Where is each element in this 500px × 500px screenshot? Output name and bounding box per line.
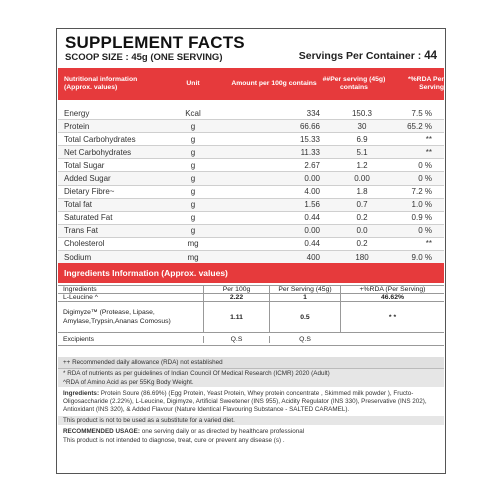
nutrient-unit: Kcal [185, 108, 201, 118]
ing-header-per-serving: Per Serving (45g) [269, 286, 340, 293]
nutrient-per-100g: 334 [306, 108, 320, 118]
nutrient-per-serving: 5.1 [356, 147, 368, 157]
amino-note: ^RDA of Amino Acid as per 55Kg Body Weight. [58, 378, 444, 387]
nutrient-name: Net Carbohydrates [64, 147, 132, 157]
nutrient-per-serving: 0.00 [354, 174, 370, 184]
nutrient-name: Cholesterol [64, 239, 105, 249]
servings-per-container [299, 50, 437, 62]
nutrient-rda: ** [425, 239, 432, 249]
servings-value: 44 [424, 50, 437, 62]
nutrient-unit: g [190, 121, 196, 131]
nutrient-unit: g [190, 160, 196, 170]
nutrient-name: Trans Fat [64, 226, 98, 236]
nutrient-name: Protein [64, 121, 90, 131]
table-row [58, 212, 444, 225]
table-row [58, 238, 444, 251]
usage-note [58, 425, 444, 436]
ing-per-100g: 1.11 [203, 302, 269, 332]
footnotes [58, 357, 444, 445]
nutrient-name: Total Sugar [64, 160, 105, 170]
nutrient-per-100g: 400 [306, 252, 320, 262]
nutrient-per-serving: 0.2 [356, 239, 368, 249]
nutrient-per-100g: 66.66 [299, 121, 320, 131]
nutrient-name: Added Sugar [64, 174, 111, 184]
table-row [58, 172, 444, 185]
nutrition-table-header [58, 68, 444, 100]
nutrient-rda: 1.0 % [411, 200, 432, 210]
table-row [58, 186, 444, 199]
nutrient-per-100g: 0.44 [304, 213, 320, 223]
nutrient-per-serving: 30 [357, 121, 367, 131]
ing-header-rda: +%RDA (Per Serving) [340, 286, 444, 293]
header-rda: *%RDA Per Serving [407, 76, 444, 91]
nutrient-per-100g: 15.33 [299, 134, 320, 144]
nutrient-unit: g [190, 213, 196, 223]
header-nutrition-info: Nutritional information (Approx. values) [64, 76, 138, 91]
ing-per-100g: 2.22 [203, 294, 269, 301]
ing-per-100g: Q.S [203, 336, 269, 343]
table-row [58, 225, 444, 238]
nutrient-per-100g: 0.00 [304, 174, 320, 184]
usage-label: RECOMMENDED USAGE: [63, 427, 140, 435]
table-row [58, 120, 444, 133]
ingredients-text: Protein Soure (86.69%) (Egg Protein, Yeast Protein, Whey protein concentrate , Skimmed milk powder ), Fructo-Oligosaccharide (2.22%), L-Leucine, Digimyze, Artificial Sweetener (INS 955), Acidity Regulator (INS 330), Preservative (INS 202), Antioxidant (INS 320), & Added Flavour (Nature Identical Flavouring Substance - SALTED CARAMEL). [63, 390, 427, 414]
nutrient-per-100g: 1.56 [304, 200, 320, 210]
table-row [58, 294, 444, 302]
nutrient-per-serving: 0.0 [356, 226, 368, 236]
nutrient-rda: 0 % [418, 160, 432, 170]
nutrient-per-serving: 180 [355, 252, 369, 262]
nutrient-name: Dietary Fibre~ [64, 187, 115, 197]
table-row [58, 146, 444, 159]
nutrient-name: Saturated Fat [64, 213, 113, 223]
nutrient-per-serving: 0.7 [356, 200, 368, 210]
rda-note: ++ Recommended daily allowance (RDA) not established [58, 357, 444, 369]
ingredients-header-row [58, 285, 444, 294]
nutrient-name: Total Carbohydrates [64, 134, 136, 144]
usage-text: one serving daily or as directed by healthcare professional [141, 427, 305, 435]
nutrient-unit: mg [187, 252, 199, 262]
ing-rda: 46.62% [340, 294, 444, 301]
nutrient-rda: 7.5 % [411, 108, 432, 118]
nutrient-rda: 0 % [418, 174, 432, 184]
nutrient-per-serving: 1.8 [356, 187, 368, 197]
nutrient-rda: 0 % [418, 226, 432, 236]
header-per-serving: ##Per serving (45g) contains [322, 76, 386, 91]
icmr-note: * RDA of nutrients as per guidelines of Indian Council Of Medical Research (ICMR) 2020 (Adult) [58, 369, 444, 378]
nutrient-rda: ** [425, 147, 432, 157]
nutrient-name: Total fat [64, 200, 93, 210]
servings-label: Servings Per Container : [298, 50, 422, 62]
ing-name: Digimyze™ (Protease, Lipase, Amylase,Trypsin,Ananas Comosus) [63, 309, 171, 325]
nutrient-unit: g [190, 200, 196, 210]
nutrient-unit: mg [187, 239, 199, 249]
nutrient-unit: g [190, 226, 196, 236]
nutrient-rda: 7.2 % [411, 187, 432, 197]
ingredients-table [58, 285, 444, 346]
ing-per-serving: 0.5 [269, 302, 340, 332]
nutrition-table-body [58, 107, 444, 264]
nutrient-per-100g: 0.00 [304, 226, 320, 236]
nutrient-unit: g [190, 147, 196, 157]
header-unit: Unit [186, 80, 200, 87]
table-row [58, 107, 444, 120]
table-row [58, 159, 444, 172]
nutrient-per-100g: 11.33 [300, 147, 320, 157]
ing-header-per-100g: Per 100g [203, 286, 269, 293]
nutrient-unit: g [190, 187, 196, 197]
nutrient-rda: 65.2 % [407, 121, 432, 131]
nutrient-per-100g: 0.44 [304, 239, 320, 249]
ing-name: L-Leucine ^ [63, 294, 98, 301]
nutrient-unit: g [190, 134, 196, 144]
nutrient-rda: ** [425, 134, 432, 144]
table-row [58, 302, 444, 333]
ingredients-list [58, 387, 444, 416]
nutrient-per-serving: 150.3 [351, 108, 373, 118]
nutrient-per-100g: 4.00 [304, 187, 320, 197]
substitute-note: This product is not to be used as a substitute for a varied diet. [58, 416, 444, 425]
nutrient-rda: 9.0 % [411, 252, 432, 262]
scoop-size: SCOOP SIZE : 45g (ONE SERVING) [65, 52, 223, 63]
nutrient-unit: g [190, 174, 196, 184]
ing-per-serving: 1 [269, 294, 340, 301]
supplement-facts-panel [56, 28, 446, 474]
ing-name: Excipients [63, 335, 94, 343]
nutrient-per-serving: 0.2 [356, 213, 368, 223]
table-row [58, 199, 444, 212]
header-per-100g: Amount per 100g contains [231, 80, 317, 87]
ingredients-label: Ingredients: [63, 390, 100, 397]
nutrient-rda: 0.9 % [411, 213, 432, 223]
nutrient-per-serving: 1.2 [356, 160, 368, 170]
page-title: SUPPLEMENT FACTS [65, 33, 245, 52]
nutrient-per-serving: 6.9 [356, 134, 368, 144]
ing-rda: * * [340, 302, 444, 332]
table-row [58, 333, 444, 346]
ingredients-info-title: Ingredients Information (Approx. values) [58, 263, 444, 283]
ing-header-ingredients: Ingredients [63, 286, 97, 293]
nutrient-name: Sodium [64, 252, 92, 262]
table-row [58, 133, 444, 146]
nutrient-name: Energy [64, 108, 90, 118]
disclaimer: This product is not intended to diagnose, treat, cure or prevent any disease (s) . [63, 436, 285, 444]
nutrient-per-100g: 2.67 [304, 160, 320, 170]
ing-per-serving: Q.S [269, 336, 340, 343]
